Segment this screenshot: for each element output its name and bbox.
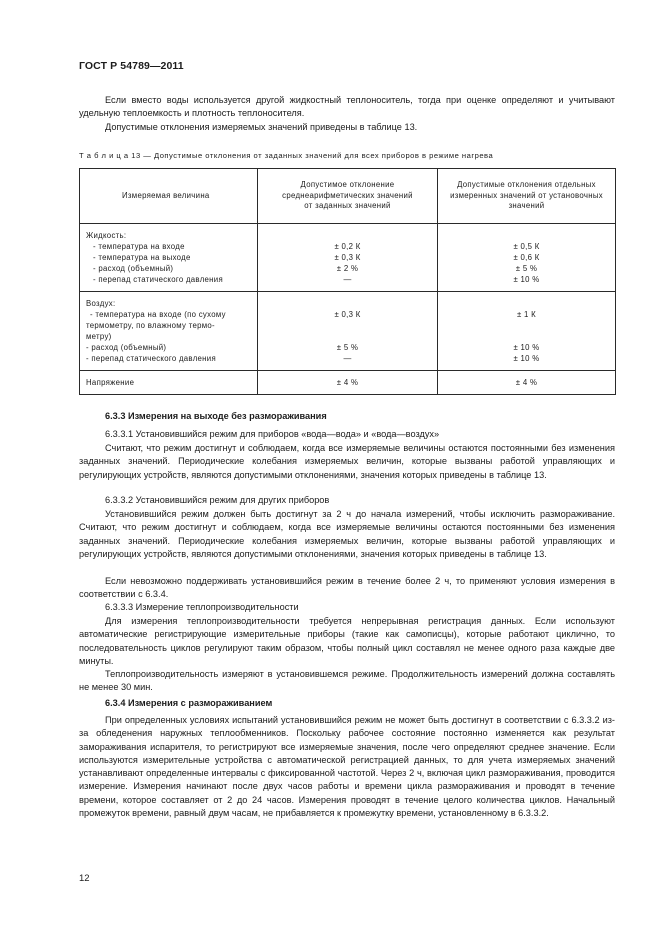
deviation-table — [79, 168, 616, 395]
row-label: - температура на входе — [93, 242, 185, 251]
table-caption: Т а б л и ц а 13 — Допустимые отклонения от заданных значений для всех приборов в режиме нагрева — [79, 151, 494, 160]
subsection-title-6-3-3-1: 6.3.3.1 Установившийся режим для приборов «вода—вода» и «вода—воздух» — [105, 429, 440, 439]
row-label: - расход (объемный) — [86, 343, 167, 352]
cell-value: ± 0,2 К — [334, 242, 361, 251]
paragraph-6-3-3-2: Установившийся режим должен быть достигнут за 2 ч до начала измерений, чтобы исключить размораживание. Считают, что режим достигнут и соблюдаем, когда все измеряемые величины остаются постоянными без изменения заданных значений. Периодические колебания измеряемых величин, которые вызваны работой управляющих и регулирующих устройств, являются допустимыми отклонениями, значения которых приведены в таблице 13. — [79, 509, 615, 559]
header-measured-quantity: Измеряемая величина — [80, 169, 258, 224]
cell-value: ± 5 % — [515, 264, 538, 273]
page-number: 12 — [79, 873, 90, 884]
header-mean-deviation: Допустимое отклонение среднеарифметических значений от заданных значений — [258, 169, 438, 224]
cell-value: ± 10 % — [513, 343, 540, 352]
row-label: - температура на выходе — [93, 253, 191, 262]
liquid-title: Жидкость: — [86, 231, 127, 240]
paragraph-6-3-3-2-b: Если невозможно поддерживать установившийся режим в течение более 2 ч, то применяют условия измерения в соответствии с 6.3.4. — [79, 576, 615, 600]
table-row-air — [80, 292, 616, 371]
intro-paragraph-1: Если вместо воды используется другой жидкостный теплоноситель, тогда при оценке определяют и учитывают удельную теплоемкость и плотность теплоносителя. — [79, 95, 615, 119]
cell-value: ± 0,6 К — [513, 253, 540, 262]
row-label: термометру, по влажному термо- — [86, 321, 215, 330]
cell-value: — — [343, 354, 352, 363]
cell-value: ± 5 % — [336, 343, 359, 352]
cell-value: ± 0,5 К — [513, 242, 540, 251]
row-label: - перепад статического давления — [86, 354, 216, 363]
header-individual-deviation: Допустимые отклонения отдельных измеренных значений от установочных значений — [438, 169, 616, 224]
table-row-liquid — [80, 224, 616, 292]
row-label: Напряжение — [86, 378, 135, 387]
table-header-row — [80, 169, 616, 224]
document-id: ГОСТ Р 54789—2011 — [79, 60, 184, 72]
row-label: - перепад статического давления — [93, 275, 223, 284]
row-label: - температура на входе (по сухому — [90, 310, 226, 319]
table-row-voltage — [80, 371, 616, 395]
air-title: Воздух: — [86, 299, 116, 308]
paragraph-6-3-3-3-b: Теплопроизводительность измеряют в установившемся режиме. Продолжительность измерений должна составлять не менее 30 мин. — [79, 669, 615, 693]
cell-value: ± 10 % — [513, 275, 540, 284]
subsection-title-6-3-3-3: 6.3.3.3 Измерение теплопроизводительности — [105, 602, 299, 612]
section-heading-6-3-4: 6.3.4 Измерения с размораживанием — [105, 698, 273, 708]
cell-value: ± 2 % — [336, 264, 359, 273]
subsection-title-6-3-3-2: 6.3.3.2 Установившийся режим для других приборов — [105, 495, 330, 505]
paragraph-6-3-3-1: Считают, что режим достигнут и соблюдаем, когда все измеряемые величины остаются постоянными без изменения заданных значений. Периодические колебания измеряемых величин, которые вызваны работой управляющих и регулирующих устройств, являются допустимыми отклонениями, значения которых приведены в таблице 13. — [79, 443, 615, 480]
cell-value: ± 4 % — [336, 378, 359, 387]
cell-value: ± 1 К — [517, 310, 536, 319]
intro-paragraph-2: Допустимые отклонения измеряемых значений приведены в таблице 13. — [105, 122, 418, 132]
row-label: метру) — [86, 332, 112, 341]
section-heading-6-3-3: 6.3.3 Измерения на выходе без размораживания — [105, 411, 327, 421]
cell-value: ± 10 % — [513, 354, 540, 363]
row-label: - расход (объемный) — [93, 264, 174, 273]
cell-value: ± 0,3 К — [334, 310, 361, 319]
cell-value: ± 0,3 К — [334, 253, 361, 262]
paragraph-6-3-3-3: Для измерения теплопроизводительности требуется непрерывная регистрация данных. Если используют автоматические регистрирующие измерительные приборы (такие как самописцы), которые работают циклично, то последовательность циклов регулируют таким образом, чтобы полный цикл составлял не менее одного раза каждые две минуты. — [79, 616, 615, 666]
cell-value: — — [343, 275, 352, 284]
cell-value: ± 4 % — [515, 378, 538, 387]
paragraph-6-3-4: При определенных условиях испытаний установившийся режим не может быть достигнут в соответствии с 6.3.3.2 из-за обледенения наружных теплообменников. Поскольку рабочее состояние постоянно изменяется как результат замораживания испарителя, то регистрируют все измеряемые значения, после чего определяют среднее значение. Если используются измерительные устройства с автоматической регистрацией данных, то для учета измеряемых значений устанавливают определенные интервалы с фиксированной частотой. Через 2 ч, включая цикл размораживания, проводится измерение. Измерения начинают после двух часов работы и времени цикла размораживания и проводят в течение времени, которое составляет от 2 до 24 часов. Измерения проводят в течение целого количества циклов. Начальный промежуток времени, равный двум часам, не прибавляется к промежутку времени, установленному в 6.3.3.2. — [79, 715, 615, 819]
